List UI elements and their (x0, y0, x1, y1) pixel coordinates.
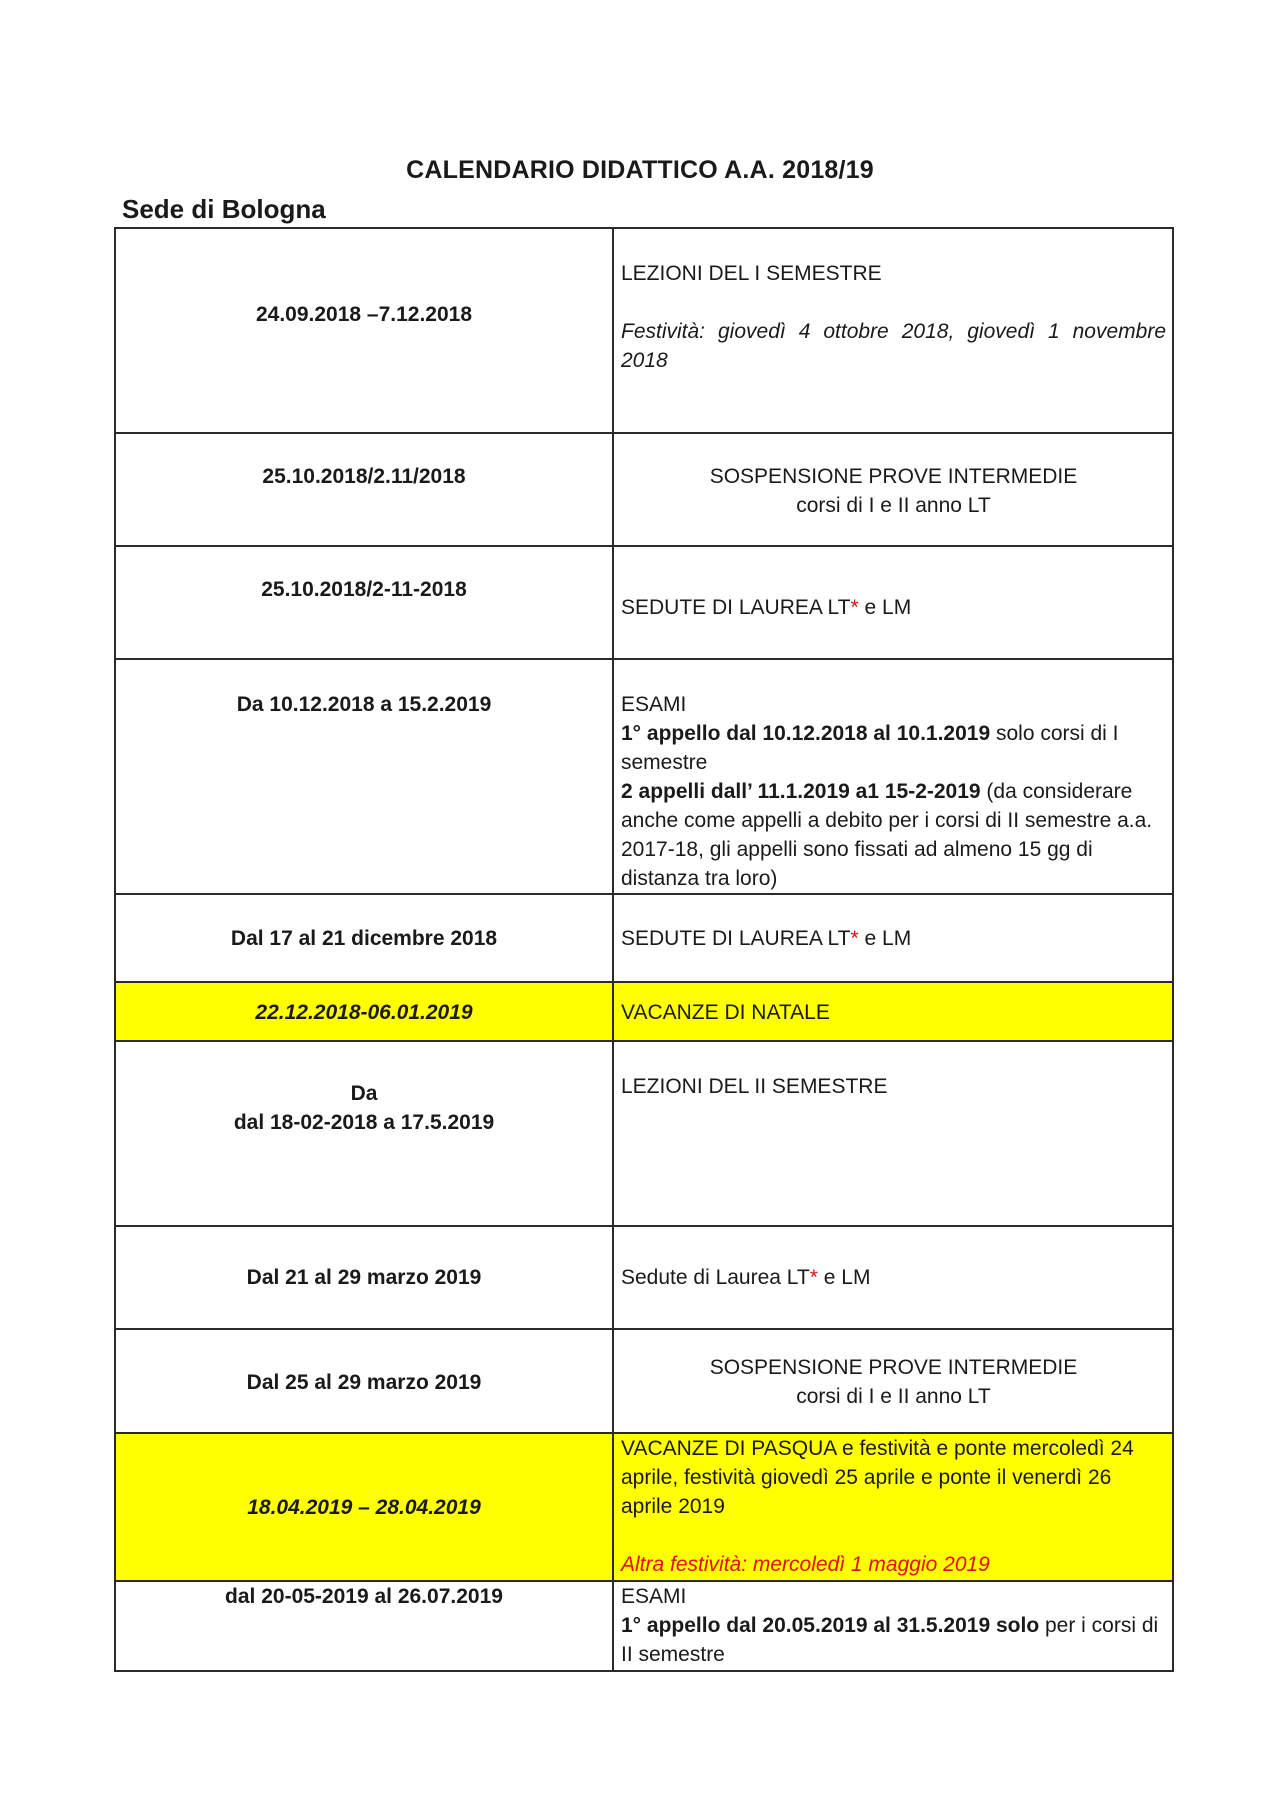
date-cell: Dal 21 al 29 marzo 2019 (115, 1226, 613, 1329)
date-range: dal 18-02-2018 a 17.5.2019 (233, 1111, 495, 1134)
asterisk-marker: * (850, 927, 859, 950)
exam-session-1: 1° appello dal 20.05.2019 al 31.5.2019 solo per i corsi di II semestre (621, 1614, 1159, 1666)
date-cell (115, 1041, 613, 1226)
table-row (115, 228, 1173, 433)
date-cell: Da 10.12.2018 a 15.2.2019 (115, 659, 613, 894)
table-row (115, 1226, 1173, 1329)
description-cell (613, 546, 1173, 659)
description-cell (613, 659, 1173, 894)
description-cell (613, 1041, 1173, 1226)
description-cell (613, 1433, 1173, 1581)
description-cell (613, 1226, 1173, 1329)
date-cell: 18.04.2019 – 28.04.2019 (115, 1433, 613, 1581)
description-text: VACANZE DI NATALE (621, 1001, 830, 1024)
holiday-note: Festività: giovedì 4 ottobre 2018, giovedì 1 novembre 2018 (621, 320, 1166, 372)
date-cell: Dal 17 al 21 dicembre 2018 (115, 894, 613, 982)
description-text: SEDUTE DI LAUREA LT* e LM (621, 927, 912, 950)
description-text: SEDUTE DI LAUREA LT* e LM (621, 596, 912, 619)
description-text: SOSPENSIONE PROVE INTERMEDIE (709, 1356, 1078, 1379)
calendar-table (114, 227, 1174, 1672)
date-cell: 25.10.2018/2.11/2018 (115, 433, 613, 546)
table-row (115, 1041, 1173, 1226)
description-text: SOSPENSIONE PROVE INTERMEDIE (709, 465, 1078, 488)
page-title: CALENDARIO DIDATTICO A.A. 2018/19 (406, 156, 874, 184)
table-row (115, 659, 1173, 894)
exam-session-2: 2 appelli dall’ 11.1.2019 a1 15-2-2019 (da considerare anche come appelli a debito per i corsi di II semestre a.a. 2017-18, gli appelli sono fissati ad almeno 15 gg di distanza tra loro) (621, 780, 1153, 890)
date-cell: dal 20-05-2019 al 26.07.2019 (115, 1581, 613, 1671)
asterisk-marker: * (809, 1266, 818, 1289)
description-cell (613, 433, 1173, 546)
description-cell (613, 894, 1173, 982)
description-cell (613, 1581, 1173, 1671)
holiday-note: Altra festività: mercoledì 1 maggio 2019 (621, 1553, 990, 1576)
date-cell: Dal 25 al 29 marzo 2019 (115, 1329, 613, 1433)
table-row (115, 1433, 1173, 1581)
table-row (115, 433, 1173, 546)
description-cell (613, 228, 1173, 433)
table-row (115, 546, 1173, 659)
exam-session-1: 1° appello dal 10.12.2018 al 10.1.2019 solo corsi di I semestre (621, 722, 1119, 774)
date-cell: 24.09.2018 –7.12.2018 (115, 228, 613, 433)
description-cell (613, 982, 1173, 1041)
description-subtext: corsi di I e II anno LT (796, 1385, 991, 1408)
description-text: ESAMI (621, 1585, 687, 1608)
description-text: ESAMI (621, 693, 687, 716)
description-text: LEZIONI DEL I SEMESTRE (621, 262, 882, 285)
table-row (115, 894, 1173, 982)
description-text: VACANZE DI PASQUA e festività e ponte mercoledì 24 aprile, festività giovedì 25 aprile e ponte il venerdì 26 aprile 2019 (621, 1437, 1134, 1518)
asterisk-marker: * (850, 596, 859, 619)
description-cell (613, 1329, 1173, 1433)
description-text: Sedute di Laurea LT* e LM (621, 1266, 871, 1289)
table-row (115, 1329, 1173, 1433)
description-text: LEZIONI DEL II SEMESTRE (621, 1075, 888, 1098)
table-row (115, 1581, 1173, 1671)
location-subtitle: Sede di Bologna (122, 194, 326, 224)
date-cell: 25.10.2018/2-11-2018 (115, 546, 613, 659)
date-cell: 22.12.2018-06.01.2019 (115, 982, 613, 1041)
description-subtext: corsi di I e II anno LT (796, 494, 991, 517)
table-row (115, 982, 1173, 1041)
date-prefix: Da (350, 1082, 378, 1105)
